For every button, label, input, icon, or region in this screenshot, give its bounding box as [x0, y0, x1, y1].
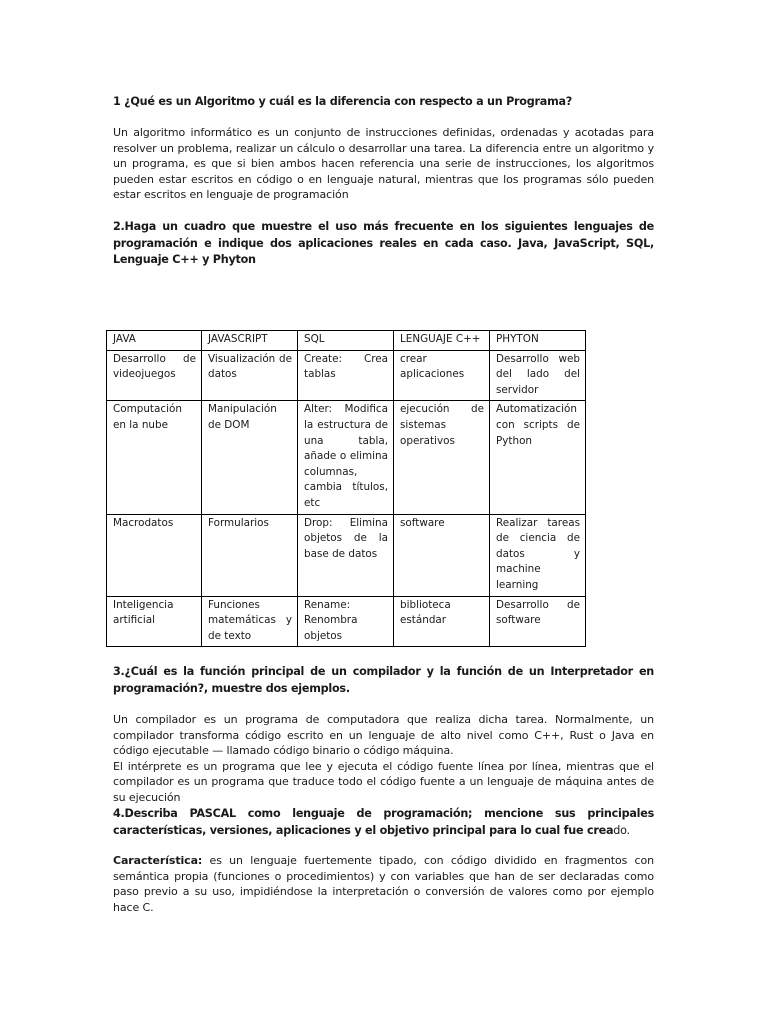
table-row — [107, 350, 586, 401]
question-4 — [113, 806, 654, 839]
header-cpp: LENGUAJE C++ — [394, 331, 490, 351]
answer-3-paragraph-1: Un compilador es un programa de computadora que realiza dicha tarea. Normalmente, un compilador transforma código escrito en un lenguaje de alto nivel como C++, Rust o Java en código ejecutable — llamado código binario o código máquina. — [113, 713, 654, 758]
question-4-bold: 4.Describa PASCAL como lenguaje de programación; mencione sus principales características, versiones, aplicaciones y el objetivo principal para lo cual fue crea — [113, 807, 654, 837]
header-phyton: PHYTON — [490, 331, 586, 351]
question-2: 2.Haga un cuadro que muestre el uso más frecuente en los siguientes lenguajes de programación e indique dos aplicaciones reales en cada caso. Java, JavaScript, SQL, Lenguaje C++ y Phyton — [113, 220, 654, 266]
table-cell: Funciones matemáticas y de texto — [202, 596, 298, 647]
table-cell: Computación en la nube — [107, 401, 202, 514]
table-cell: Realizar tareas de ciencia de datos y machine learning — [490, 514, 586, 596]
table-cell: Desarrollo web del lado del servidor — [490, 350, 586, 401]
answer-3-paragraph-2: El intérprete es un programa que lee y ejecuta el código fuente línea por línea, mientras que el compilador es un programa que traduce todo el código fuente a un lenguaje de máquina antes de su ejecución — [113, 759, 654, 804]
table-row — [107, 401, 586, 514]
table-cell: Desarrollo de videojuegos — [107, 350, 202, 401]
question-1: 1 ¿Qué es un Algoritmo y cuál es la diferencia con respecto a un Programa? — [113, 95, 573, 108]
table-row — [107, 596, 586, 647]
table-cell: Alter: Modifica la estructura de una tabla, añade o elimina columnas, cambia títulos, etc — [298, 401, 394, 514]
answer-3 — [113, 712, 654, 806]
table-cell: biblioteca estándar — [394, 596, 490, 647]
table-cell: crear aplicaciones — [394, 350, 490, 401]
question-3: 3.¿Cuál es la función principal de un compilador y la función de un Interpretador en programación?, muestre dos ejemplos. — [113, 665, 654, 695]
feature-paragraph — [113, 853, 654, 915]
header-java: JAVA — [107, 331, 202, 351]
table-cell: Rename: Renombra objetos — [298, 596, 394, 647]
table-cell: Inteligencia artificial — [107, 596, 202, 647]
table-cell: Visualización de datos — [202, 350, 298, 401]
table-cell: ejecución de sistemas operativos — [394, 401, 490, 514]
table-cell: Automatización con scripts de Python — [490, 401, 586, 514]
table-cell: Formularios — [202, 514, 298, 596]
table-cell: Desarrollo de software — [490, 596, 586, 647]
table-cell: Create: Crea tablas — [298, 350, 394, 401]
header-sql: SQL — [298, 331, 394, 351]
languages-table — [106, 330, 586, 647]
table-cell: Manipulación de DOM — [202, 401, 298, 514]
table-header-row — [107, 331, 586, 351]
table-cell: Macrodatos — [107, 514, 202, 596]
feature-label: Característica: — [113, 854, 203, 867]
question-4-tail: do. — [613, 823, 630, 837]
table-cell: software — [394, 514, 490, 596]
header-javascript: JAVASCRIPT — [202, 331, 298, 351]
table-cell: Drop: Elimina objetos de la base de datos — [298, 514, 394, 596]
answer-1: Un algoritmo informático es un conjunto de instrucciones definidas, ordenadas y acotadas para resolver un problema, realizar un cálculo o desarrollar una tarea. La diferencia entre un algoritmo y un programa, es que si bien ambos hacen referencia una serie de instrucciones, los algoritmos pueden estar escritos en código o en lenguaje natural, mientras que los programas sólo pueden estar escritos en lenguaje de programación — [113, 126, 654, 202]
table-row — [107, 514, 586, 596]
feature-text: es un lenguaje fuertemente tipado, con código dividido en fragmentos con semántica propia (funciones o procedimientos) y con variables que han de ser declaradas como paso previo a su uso, impidiéndose la interpretación o conversión de valores como por ejemplo hace C. — [113, 854, 654, 914]
